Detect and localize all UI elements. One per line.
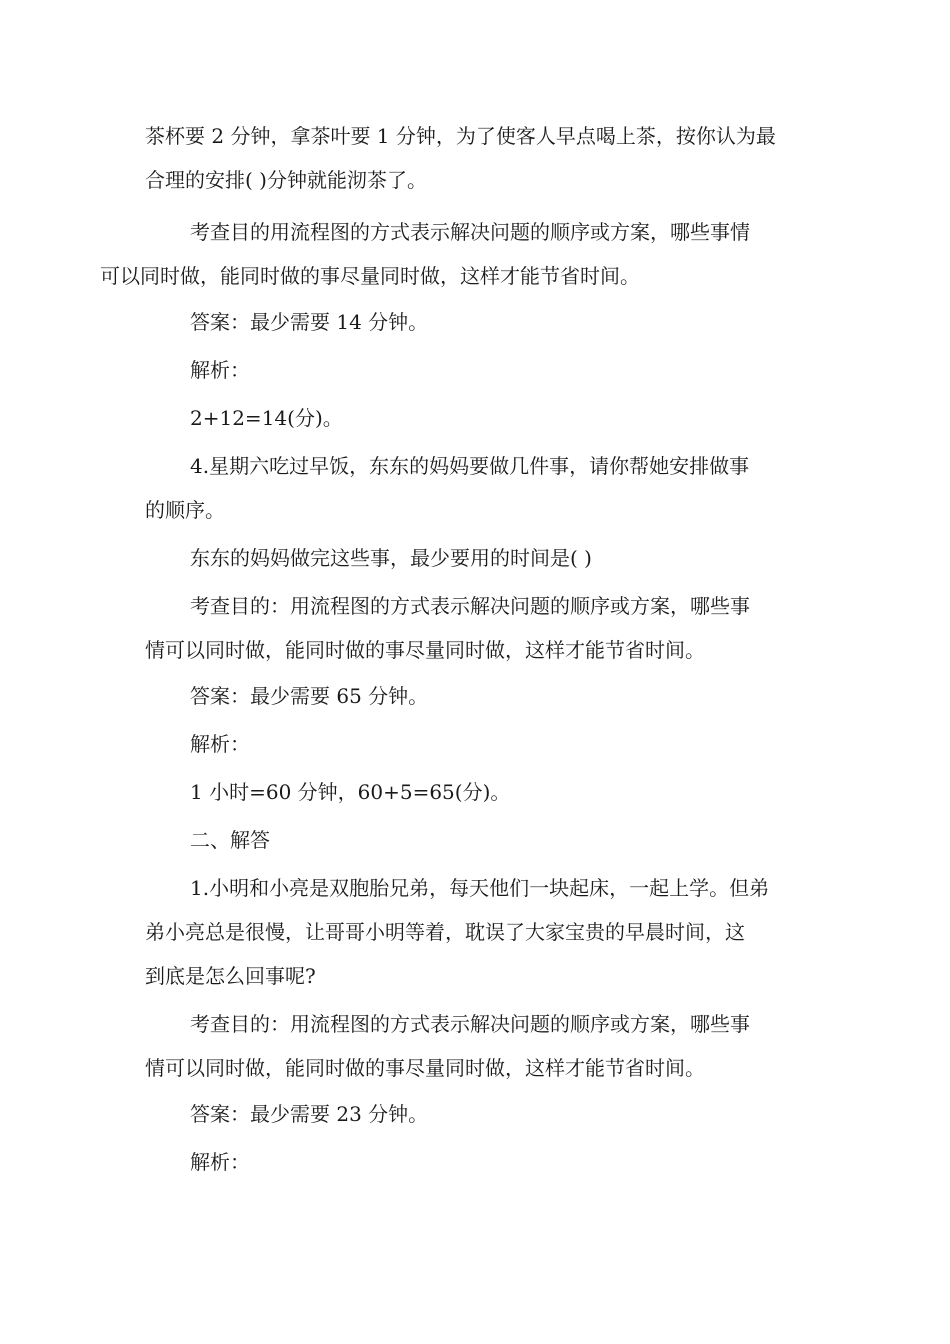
text-line: 东东的妈妈做完这些事，最少要用的时间是( ): [190, 546, 592, 570]
text-line: 可以同时做，能同时做的事尽量同时做，这样才能节省时间。: [100, 264, 640, 288]
paragraph-analysis-label-2: [145, 722, 810, 766]
text-line: 1 小时=60 分钟，60+5=65(分)。: [190, 780, 511, 804]
text-line: 答案：最少需要 65 分钟。: [190, 684, 429, 708]
text-line: 的顺序。: [145, 498, 225, 522]
text-line: 考查目的用流程图的方式表示解决问题的顺序或方案，哪些事情: [190, 220, 750, 244]
paragraph-tea-question: [145, 114, 810, 202]
text-line: 弟小亮总是很慢，让哥哥小明等着，耽误了大家宝贵的早晨时间，这: [145, 920, 745, 944]
paragraph-question-4-blank: [145, 536, 810, 580]
text-line: 1.小明和小亮是双胞胎兄弟，每天他们一块起床，一起上学。但弟: [190, 876, 770, 900]
paragraph-exam-purpose-1: [100, 210, 810, 298]
text-line: 2+12=14(分)。: [190, 406, 343, 430]
paragraph-question-4: [145, 444, 810, 532]
text-line: 解析：: [190, 1150, 250, 1174]
text-line: 解析：: [190, 732, 250, 756]
text-line: 情可以同时做，能同时做的事尽量同时做，这样才能节省时间。: [145, 1056, 705, 1080]
paragraph-exam-purpose-2: [145, 584, 810, 672]
paragraph-calculation-1: [145, 396, 810, 440]
paragraph-calculation-2: [145, 770, 810, 814]
text-line: 4.星期六吃过早饭，东东的妈妈要做几件事，请你帮她安排做事: [190, 454, 750, 478]
text-line: 到底是怎么回事呢?: [145, 964, 316, 988]
text-line: 答案：最少需要 14 分钟。: [190, 310, 429, 334]
paragraph-answer-3: [145, 1092, 810, 1136]
paragraph-analysis-label-3: [145, 1140, 810, 1184]
section-heading-answers: [145, 818, 810, 862]
text-line: 茶杯要 2 分钟，拿茶叶要 1 分钟，为了使客人早点喝上茶，按你认为最: [145, 124, 776, 148]
text-line: 解析：: [190, 358, 250, 382]
paragraph-answer-2: [145, 674, 810, 718]
paragraph-exam-purpose-3: [145, 1002, 810, 1090]
text-line: 二、解答: [190, 828, 270, 852]
paragraph-analysis-label-1: [145, 348, 810, 392]
text-line: 情可以同时做，能同时做的事尽量同时做，这样才能节省时间。: [145, 638, 705, 662]
text-line: 考查目的：用流程图的方式表示解决问题的顺序或方案，哪些事: [190, 594, 750, 618]
text-line: 答案：最少需要 23 分钟。: [190, 1102, 429, 1126]
text-line: 考查目的：用流程图的方式表示解决问题的顺序或方案，哪些事: [190, 1012, 750, 1036]
paragraph-answer-1: [145, 300, 810, 344]
paragraph-question-1: [145, 866, 810, 998]
text-line: 合理的安排( )分钟就能沏茶了。: [145, 168, 427, 192]
